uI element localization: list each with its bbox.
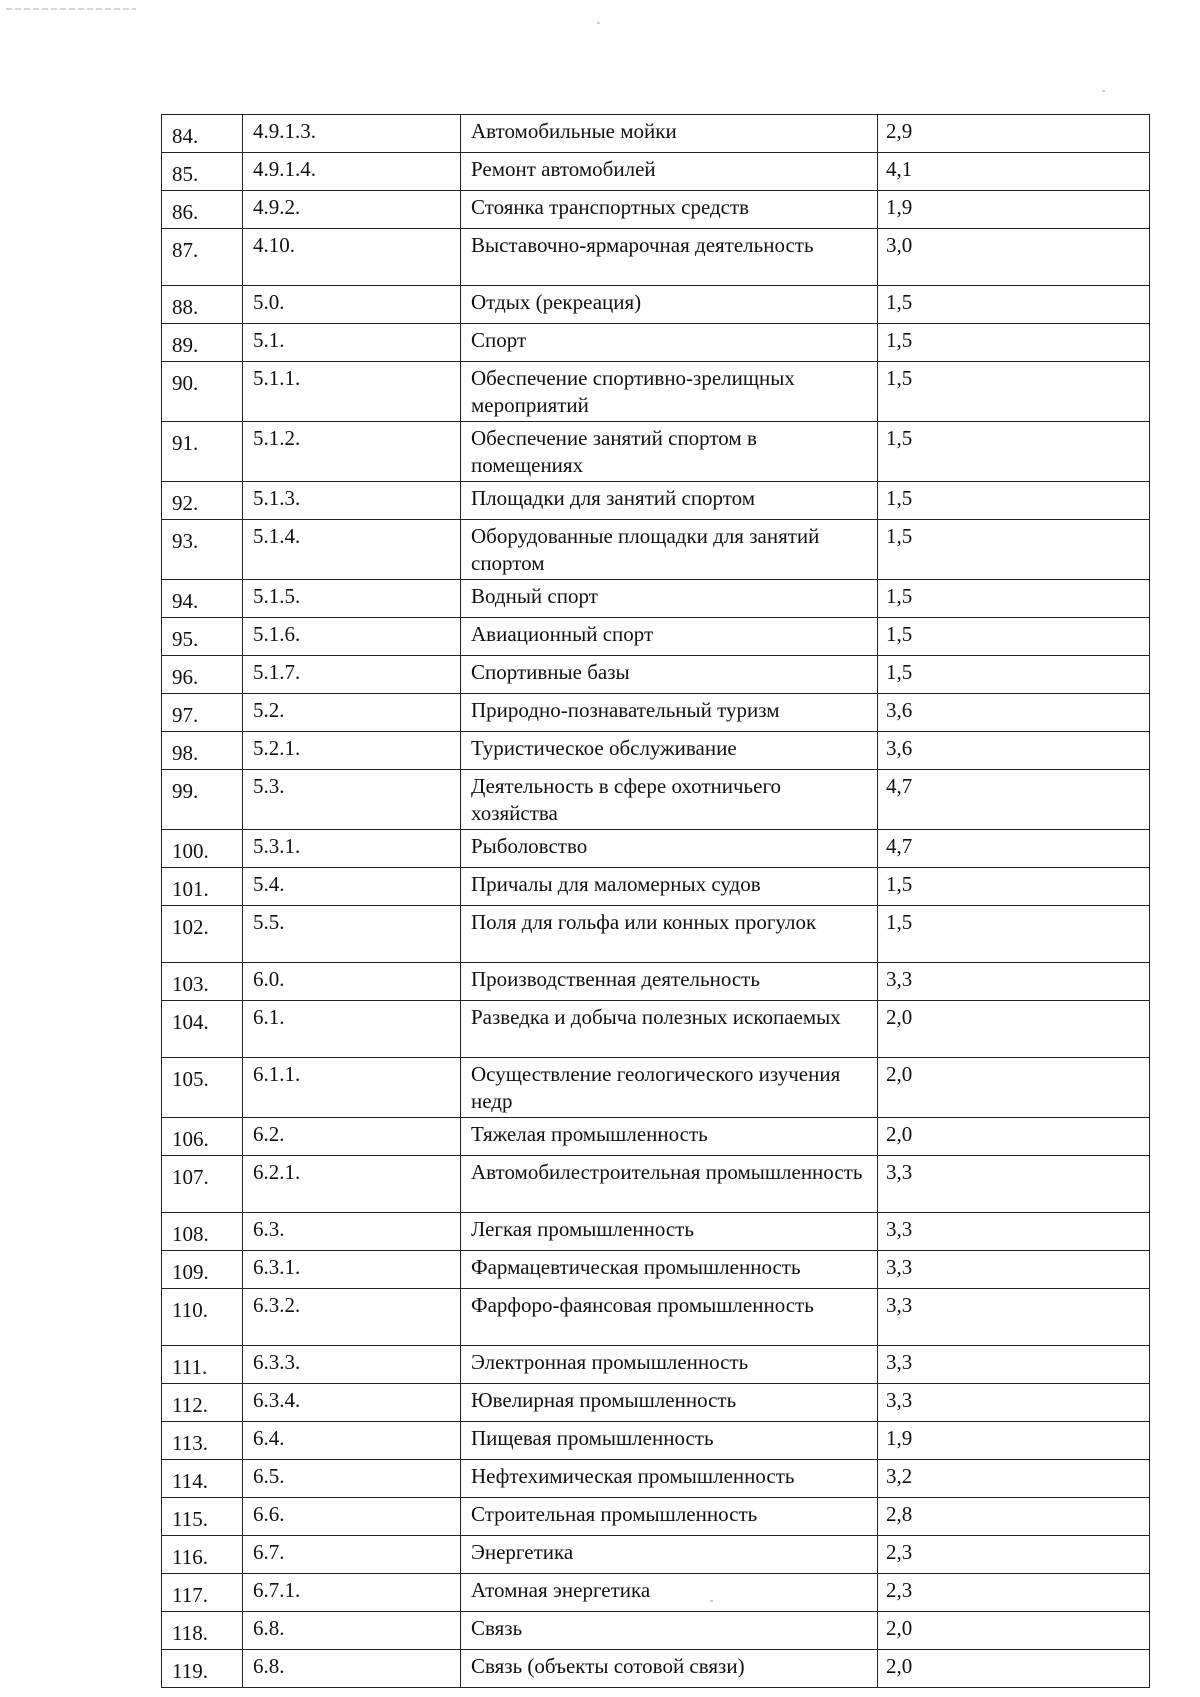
row-code: 6.8. <box>243 1612 461 1650</box>
row-number: 87. <box>162 229 243 286</box>
scan-speck <box>1102 90 1105 92</box>
row-value: 3,3 <box>878 1156 1150 1213</box>
row-name: Авиационный спорт <box>461 618 878 656</box>
row-number: 91. <box>162 422 243 482</box>
row-code: 6.7. <box>243 1536 461 1574</box>
row-code: 5.3.1. <box>243 830 461 868</box>
row-name: Энергетика <box>461 1536 878 1574</box>
table-row <box>162 422 1150 482</box>
table-row <box>162 580 1150 618</box>
row-number: 113. <box>162 1422 243 1460</box>
row-value: 3,3 <box>878 1346 1150 1384</box>
row-code: 6.6. <box>243 1498 461 1536</box>
row-number: 97. <box>162 694 243 732</box>
table-row <box>162 1498 1150 1536</box>
row-name: Ювелирная промышленность <box>461 1384 878 1422</box>
row-code: 6.1.1. <box>243 1058 461 1118</box>
row-name: Спорт <box>461 324 878 362</box>
row-number: 111. <box>162 1346 243 1384</box>
table-row <box>162 1058 1150 1118</box>
row-number: 118. <box>162 1612 243 1650</box>
table-row <box>162 694 1150 732</box>
table-row <box>162 906 1150 963</box>
row-name: Водный спорт <box>461 580 878 618</box>
row-number: 107. <box>162 1156 243 1213</box>
row-name: Автомобильные мойки <box>461 115 878 153</box>
row-number: 103. <box>162 963 243 1001</box>
row-value: 3,3 <box>878 963 1150 1001</box>
row-name: Пищевая промышленность <box>461 1422 878 1460</box>
row-name: Причалы для маломерных судов <box>461 868 878 906</box>
row-code: 4.9.1.4. <box>243 153 461 191</box>
table-row <box>162 324 1150 362</box>
table-row <box>162 1289 1150 1346</box>
table-row <box>162 362 1150 422</box>
row-value: 2,0 <box>878 1118 1150 1156</box>
row-code: 6.0. <box>243 963 461 1001</box>
row-value: 1,9 <box>878 1422 1150 1460</box>
row-number: 110. <box>162 1289 243 1346</box>
scan-speck <box>597 22 600 24</box>
row-value: 3,3 <box>878 1213 1150 1251</box>
table-row <box>162 963 1150 1001</box>
row-name: Осуществление геологического изучения недр <box>461 1058 878 1118</box>
row-value: 2,3 <box>878 1574 1150 1612</box>
table-row <box>162 1213 1150 1251</box>
row-name: Легкая промышленность <box>461 1213 878 1251</box>
row-code: 5.1.2. <box>243 422 461 482</box>
row-code: 4.9.1.3. <box>243 115 461 153</box>
row-name: Стоянка транспортных средств <box>461 191 878 229</box>
table-row <box>162 868 1150 906</box>
table-row <box>162 191 1150 229</box>
row-number: 93. <box>162 520 243 580</box>
row-name: Поля для гольфа или конных прогулок <box>461 906 878 963</box>
row-value: 3,2 <box>878 1460 1150 1498</box>
row-name: Ремонт автомобилей <box>461 153 878 191</box>
table-row <box>162 1574 1150 1612</box>
row-value: 2,3 <box>878 1536 1150 1574</box>
row-value: 1,5 <box>878 618 1150 656</box>
row-number: 88. <box>162 286 243 324</box>
table-row <box>162 1156 1150 1213</box>
table-row <box>162 1612 1150 1650</box>
row-number: 104. <box>162 1001 243 1058</box>
row-code: 6.3.2. <box>243 1289 461 1346</box>
row-code: 5.5. <box>243 906 461 963</box>
row-value: 2,9 <box>878 115 1150 153</box>
row-name: Площадки для занятий спортом <box>461 482 878 520</box>
row-code: 6.1. <box>243 1001 461 1058</box>
row-value: 1,5 <box>878 906 1150 963</box>
row-name: Выставочно-ярмарочная деятельность <box>461 229 878 286</box>
row-code: 5.3. <box>243 770 461 830</box>
scan-artifact <box>6 8 136 10</box>
row-value: 1,5 <box>878 656 1150 694</box>
table-row <box>162 286 1150 324</box>
table-row <box>162 1001 1150 1058</box>
row-number: 89. <box>162 324 243 362</box>
row-name: Отдых (рекреация) <box>461 286 878 324</box>
row-name: Туристическое обслуживание <box>461 732 878 770</box>
row-name: Разведка и добыча полезных ископаемых <box>461 1001 878 1058</box>
row-name: Нефтехимическая промышленность <box>461 1460 878 1498</box>
row-number: 119. <box>162 1650 243 1688</box>
row-value: 3,6 <box>878 732 1150 770</box>
row-number: 95. <box>162 618 243 656</box>
row-code: 6.5. <box>243 1460 461 1498</box>
row-code: 5.1.6. <box>243 618 461 656</box>
row-name: Связь <box>461 1612 878 1650</box>
row-code: 4.10. <box>243 229 461 286</box>
row-code: 5.0. <box>243 286 461 324</box>
row-name: Обеспечение занятий спортом в помещениях <box>461 422 878 482</box>
row-name: Автомобилестроительная промышленность <box>461 1156 878 1213</box>
row-value: 4,7 <box>878 770 1150 830</box>
row-code: 5.1.7. <box>243 656 461 694</box>
row-value: 1,5 <box>878 286 1150 324</box>
row-name: Фарфоро-фаянсовая промышленность <box>461 1289 878 1346</box>
row-value: 1,9 <box>878 191 1150 229</box>
row-value: 1,5 <box>878 422 1150 482</box>
row-number: 115. <box>162 1498 243 1536</box>
row-value: 2,0 <box>878 1650 1150 1688</box>
row-number: 94. <box>162 580 243 618</box>
table-row <box>162 153 1150 191</box>
row-code: 5.1.4. <box>243 520 461 580</box>
row-code: 6.3.3. <box>243 1346 461 1384</box>
row-code: 6.2.1. <box>243 1156 461 1213</box>
row-number: 106. <box>162 1118 243 1156</box>
row-name: Фармацевтическая промышленность <box>461 1251 878 1289</box>
row-name: Обеспечение спортивно-зрелищных мероприятий <box>461 362 878 422</box>
row-name: Оборудованные площадки для занятий спортом <box>461 520 878 580</box>
row-number: 116. <box>162 1536 243 1574</box>
table-row <box>162 1650 1150 1688</box>
row-number: 109. <box>162 1251 243 1289</box>
row-number: 96. <box>162 656 243 694</box>
row-code: 5.1. <box>243 324 461 362</box>
row-value: 1,5 <box>878 482 1150 520</box>
row-code: 5.2. <box>243 694 461 732</box>
row-value: 4,1 <box>878 153 1150 191</box>
classification-table <box>161 114 1150 1688</box>
row-name: Тяжелая промышленность <box>461 1118 878 1156</box>
row-name: Природно-познавательный туризм <box>461 694 878 732</box>
row-number: 117. <box>162 1574 243 1612</box>
row-number: 90. <box>162 362 243 422</box>
row-value: 2,0 <box>878 1001 1150 1058</box>
row-value: 1,5 <box>878 362 1150 422</box>
row-number: 84. <box>162 115 243 153</box>
row-value: 4,7 <box>878 830 1150 868</box>
row-number: 85. <box>162 153 243 191</box>
row-code: 5.1.1. <box>243 362 461 422</box>
row-code: 6.2. <box>243 1118 461 1156</box>
row-value: 3,3 <box>878 1384 1150 1422</box>
row-name: Деятельность в сфере охотничьего хозяйства <box>461 770 878 830</box>
row-value: 1,5 <box>878 580 1150 618</box>
table-row <box>162 770 1150 830</box>
table-row <box>162 618 1150 656</box>
row-number: 98. <box>162 732 243 770</box>
table-row <box>162 115 1150 153</box>
row-name: Связь (объекты сотовой связи) <box>461 1650 878 1688</box>
row-value: 2,8 <box>878 1498 1150 1536</box>
table-row <box>162 1460 1150 1498</box>
row-code: 6.8. <box>243 1650 461 1688</box>
row-code: 6.7.1. <box>243 1574 461 1612</box>
table-row <box>162 1346 1150 1384</box>
row-value: 1,5 <box>878 520 1150 580</box>
row-value: 3,3 <box>878 1251 1150 1289</box>
row-value: 1,5 <box>878 324 1150 362</box>
row-number: 101. <box>162 868 243 906</box>
row-code: 5.1.3. <box>243 482 461 520</box>
row-name: Строительная промышленность <box>461 1498 878 1536</box>
row-value: 3,0 <box>878 229 1150 286</box>
row-code: 6.3.4. <box>243 1384 461 1422</box>
row-value: 2,0 <box>878 1612 1150 1650</box>
table-row <box>162 1251 1150 1289</box>
row-name: Спортивные базы <box>461 656 878 694</box>
row-code: 6.3.1. <box>243 1251 461 1289</box>
row-code: 4.9.2. <box>243 191 461 229</box>
row-number: 108. <box>162 1213 243 1251</box>
row-code: 5.2.1. <box>243 732 461 770</box>
row-value: 1,5 <box>878 868 1150 906</box>
row-number: 102. <box>162 906 243 963</box>
row-value: 3,6 <box>878 694 1150 732</box>
row-number: 114. <box>162 1460 243 1498</box>
table-row <box>162 732 1150 770</box>
table-row <box>162 229 1150 286</box>
row-number: 86. <box>162 191 243 229</box>
row-code: 6.3. <box>243 1213 461 1251</box>
row-number: 105. <box>162 1058 243 1118</box>
row-number: 100. <box>162 830 243 868</box>
table-row <box>162 656 1150 694</box>
table-row <box>162 520 1150 580</box>
row-name: Производственная деятельность <box>461 963 878 1001</box>
row-code: 5.4. <box>243 868 461 906</box>
row-number: 92. <box>162 482 243 520</box>
row-name: Электронная промышленность <box>461 1346 878 1384</box>
row-number: 112. <box>162 1384 243 1422</box>
table-row <box>162 830 1150 868</box>
table-row <box>162 1422 1150 1460</box>
row-code: 6.4. <box>243 1422 461 1460</box>
row-name: Рыболовство <box>461 830 878 868</box>
table-row <box>162 482 1150 520</box>
row-value: 2,0 <box>878 1058 1150 1118</box>
table-body <box>162 115 1150 1688</box>
table-row <box>162 1118 1150 1156</box>
table-row <box>162 1384 1150 1422</box>
row-name: Атомная энергетика <box>461 1574 878 1612</box>
row-number: 99. <box>162 770 243 830</box>
row-code: 5.1.5. <box>243 580 461 618</box>
row-value: 3,3 <box>878 1289 1150 1346</box>
table-row <box>162 1536 1150 1574</box>
